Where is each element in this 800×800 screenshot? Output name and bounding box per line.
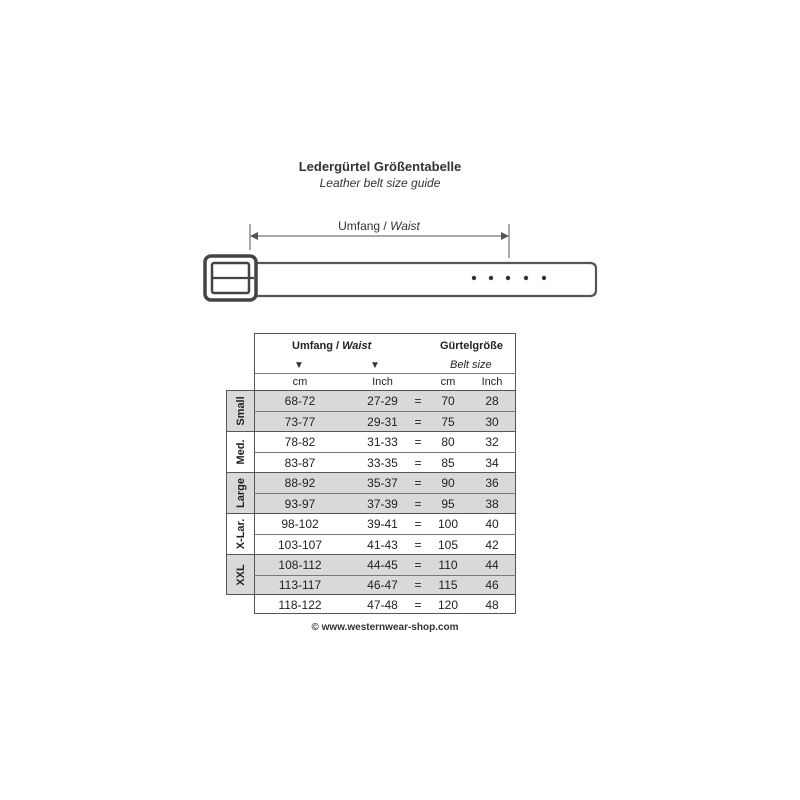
table-header-waist: Umfang / Waist (292, 340, 372, 352)
group-divider (254, 513, 516, 514)
belt-hole (542, 276, 546, 280)
waist-measure-label: Umfang / Waist (338, 219, 420, 233)
size-group-large: Large (226, 472, 254, 514)
row-divider (254, 493, 516, 494)
waist-arrow-left-icon (250, 232, 258, 240)
group-divider (254, 554, 516, 555)
table-row: 73-77 29-31 = 75 30 (255, 412, 515, 432)
size-group-xlarge: X-Lar. (226, 513, 254, 555)
belt-hole (524, 276, 528, 280)
table-row: 68-72 27-29 = 70 28 (255, 391, 515, 411)
table-row: 103-107 41-43 = 105 42 (277, 538, 499, 552)
group-divider (254, 431, 516, 432)
belt-hole (506, 276, 510, 280)
arrow-down-icon: ▼ (370, 360, 380, 371)
row-divider (254, 575, 516, 576)
table-header-belt-size: Gürtelgröße (440, 340, 503, 352)
table-row: 83-87 33-35 = 85 34 (284, 456, 499, 470)
table-row: 88-92 35-37 = 90 36 (255, 473, 515, 493)
table-header-belt-size-en: Belt size (450, 359, 492, 371)
row-divider (254, 411, 516, 412)
belt-hole (489, 276, 493, 280)
table-row: 98-102 39-41 = 100 40 (281, 517, 499, 531)
table-row: 78-82 31-33 = 80 32 (284, 435, 499, 449)
table-row: 93-97 37-39 = 95 38 (255, 494, 515, 514)
table-row: 118-122 47-48 = 120 48 (278, 598, 499, 612)
table-row: 108-112 44-45 = 110 44 (255, 555, 515, 575)
size-group-xxl: XXL (226, 554, 254, 595)
unit-belt-cm: cm (440, 376, 456, 388)
copyright-footer: © www.westernwear-shop.com (311, 622, 459, 633)
size-group-small: Small (226, 390, 254, 432)
group-divider (254, 472, 516, 473)
unit-belt-inch: Inch (481, 376, 503, 388)
table-row: 113-117 46-47 = 115 46 (255, 575, 515, 595)
arrow-down-icon: ▼ (294, 360, 304, 371)
row-divider (254, 534, 516, 535)
waist-arrow-right-icon (501, 232, 509, 240)
header-divider (254, 373, 516, 374)
unit-cm: cm (292, 376, 308, 388)
chart-title: Ledergürtel Größentabelle (298, 159, 462, 174)
unit-inch: Inch (372, 376, 393, 388)
chart-subtitle: Leather belt size guide (319, 176, 441, 190)
row-divider (254, 452, 516, 453)
group-divider (254, 594, 516, 595)
belt-illustration (0, 0, 800, 320)
belt-hole (472, 276, 476, 280)
size-group-medium: Med. (226, 431, 254, 473)
